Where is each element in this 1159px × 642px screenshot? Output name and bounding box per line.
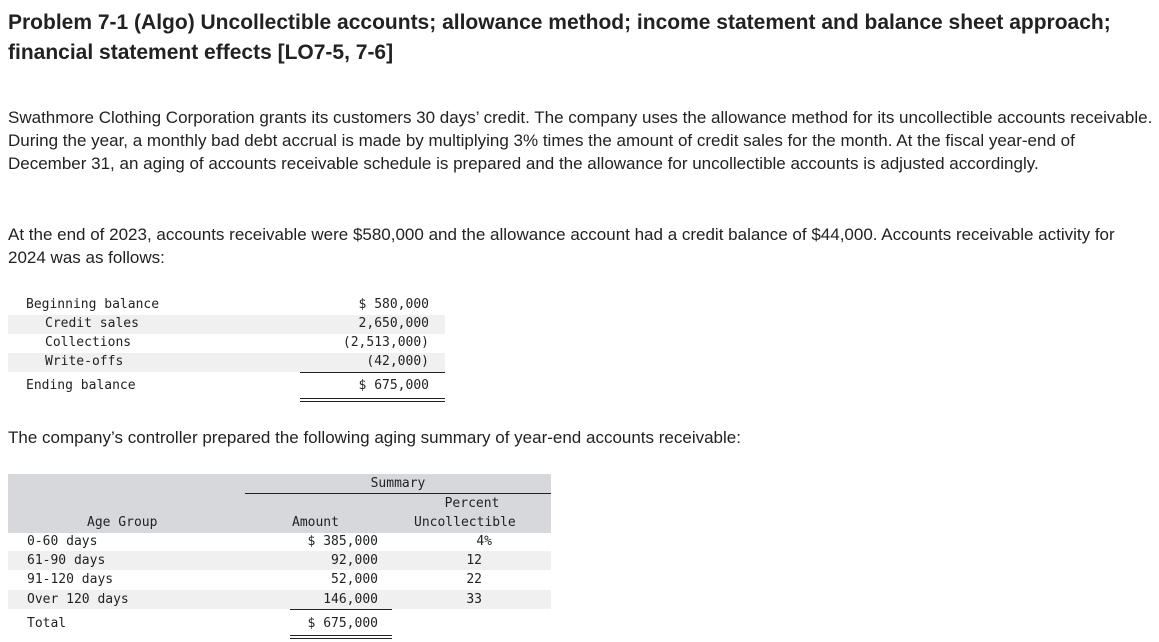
total-amount: $ 675,000 [307, 616, 378, 631]
context-paragraph: At the end of 2023, accounts receivable were $580,000 and the allowance account had a credit balance of $44,000. Accounts receivable activity for 2024 was as follows: [8, 225, 1115, 267]
percent-cell: 4% [476, 534, 492, 549]
age-group-header: Age Group [87, 515, 158, 530]
activity-label: Write-offs [45, 354, 124, 369]
intro-paragraph: Swathmore Clothing Corporation grants its customers 30 days’ credit. The company uses the allowance method for its uncollectible accounts receivable. During the year, a monthly bad debt accrual is made by multiplying 3% times the amount of credit sales for the month. At the fiscal year-end of December 31, an aging of accounts receivable schedule is prepared and the allowance for uncollectible accounts is adjusted accordingly. [8, 108, 1153, 173]
age-group-cell: 0-60 days [27, 534, 98, 549]
percent-header-line2: Uncollectible [414, 515, 516, 530]
activity-row-ending [8, 377, 445, 396]
amount-cell: 146,000 [323, 592, 378, 607]
activity-label: Collections [45, 335, 132, 350]
summary-header: Summary [370, 476, 426, 491]
aging-total-rule-bottom [290, 638, 392, 639]
amount-cell: 52,000 [331, 572, 378, 587]
subtotal-rule [300, 372, 445, 373]
activity-value: (42,000) [366, 354, 429, 369]
age-group-cell: 61-90 days [27, 553, 106, 568]
activity-value: $ 675,000 [358, 378, 429, 393]
amount-cell: 92,000 [331, 553, 378, 568]
activity-value: (2,513,000) [342, 335, 429, 350]
percent-cell: 33 [466, 592, 482, 607]
total-double-rule-bottom [300, 401, 445, 402]
activity-row-write-offs [8, 353, 445, 372]
age-group-cell: Over 120 days [27, 592, 129, 607]
activity-label: Beginning balance [26, 297, 160, 312]
age-group-cell: 91-120 days [27, 572, 114, 587]
total-double-rule-top [300, 398, 445, 399]
summary-header-rule [245, 493, 551, 494]
activity-label: Ending balance [26, 378, 136, 393]
activity-value: 2,650,000 [358, 316, 429, 331]
problem-title: Problem 7-1 (Algo) Uncollectible accounts; allowance method; income statement and balance sheet approach; financial statement effects [LO7-5, 7-6] [8, 11, 1111, 64]
amount-header: Amount [292, 515, 339, 530]
total-label: Total [27, 616, 67, 631]
activity-row-collections [8, 334, 445, 353]
activity-row-beginning [8, 296, 445, 315]
activity-value: $ 580,000 [358, 297, 429, 312]
percent-cell: 12 [466, 553, 482, 568]
activity-row-credit-sales [8, 315, 445, 334]
percent-cell: 22 [466, 572, 482, 587]
percent-header-line1: Percent [444, 496, 500, 511]
aging-subtotal-rule [290, 609, 392, 610]
activity-label: Credit sales [45, 316, 139, 331]
amount-cell: $ 385,000 [307, 534, 378, 549]
aging-total-rule-top [290, 635, 392, 636]
aging-intro-paragraph: The company’s controller prepared the following aging summary of year-end accounts receivable: [8, 428, 741, 447]
